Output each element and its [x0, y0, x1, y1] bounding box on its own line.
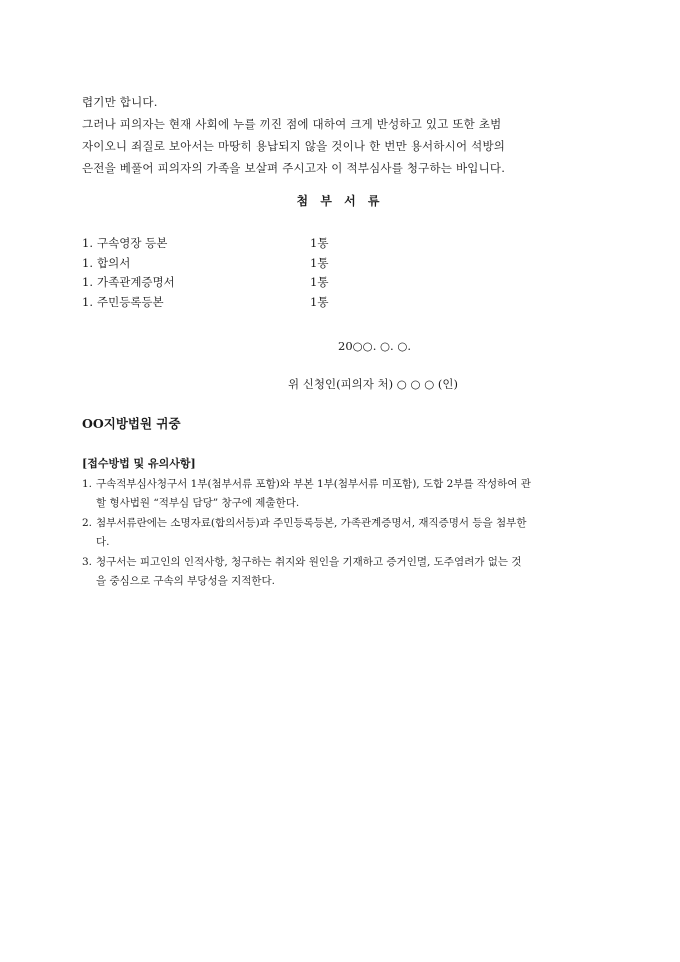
- note-line: 다.: [96, 536, 110, 548]
- notes-list: [82, 475, 604, 592]
- filing-date: 20○○. ○. ○.: [338, 339, 412, 353]
- note-line: 첨부서류란에는 소명자료(합의서등)과 주민등록등본, 가족관계증명서, 재직증명서 등을 첨부한: [96, 517, 527, 529]
- attachment-number: 1.: [82, 275, 93, 289]
- attachment-number: 1.: [82, 294, 93, 309]
- body-line-2: 그러나 피의자는 현재 사회에 누를 끼진 점에 대하여 크게 반성하고 있고 또한 초범: [82, 117, 502, 131]
- note-number: 3.: [82, 556, 93, 568]
- note-line: 할 형사법원 “적부심 담당” 창구에 제출한다.: [96, 497, 300, 509]
- notes-heading: [접수방법 및 유의사항]: [82, 457, 196, 470]
- signer-line: 위 신청인(피의자 처) ○ ○ ○ (인): [288, 377, 458, 391]
- note-item: [82, 553, 604, 591]
- note-number: 2.: [82, 517, 93, 529]
- note-line: 청구서는 피고인의 인적사항, 청구하는 취지와 원인을 기재하고 증거인멸, 도주염려가 없는 것: [96, 556, 522, 568]
- attachment-name: 가족관계증명서: [97, 275, 175, 289]
- attachment-count: 1통: [310, 294, 329, 309]
- note-number: 1.: [82, 478, 93, 490]
- note-line: 구속적부심사청구서 1부(첨부서류 포함)와 부본 1부(첨부서류 미포함), 도합 2부를 작성하여 관: [96, 478, 531, 490]
- body-line-4: 은전을 베풀어 피의자의 가족을 보살펴 주시고자 이 적부심사를 청구하는 바입니다.: [82, 161, 506, 175]
- attachment-name: 주민등록등본: [97, 294, 164, 309]
- note-line: 을 중심으로 구속의 부당성을 지적한다.: [96, 575, 275, 587]
- attachment-count: 1통: [310, 255, 329, 270]
- attachment-count: 1통: [310, 236, 329, 250]
- note-item: [82, 514, 604, 552]
- attachment-number: 1.: [82, 236, 93, 250]
- attachment-name: 구속영장 등본: [97, 236, 168, 250]
- body-line-3: 자이오니 죄질로 보아서는 마땅히 용납되지 않을 것이나 한 번만 용서하시어 석방의: [82, 139, 506, 153]
- attachment-number: 1.: [82, 255, 93, 270]
- court-addressee: OO지방법원 귀중: [82, 416, 181, 431]
- attachment-name: 합의서: [97, 255, 131, 270]
- attachment-item: [82, 273, 402, 293]
- attachments-list: [82, 234, 402, 312]
- attachment-item: [82, 234, 402, 254]
- attachment-item: [82, 293, 402, 313]
- note-item: [82, 475, 604, 513]
- body-line-1: 렵기만 합니다.: [82, 95, 158, 109]
- attachment-item: [82, 254, 402, 274]
- attachment-count: 1통: [310, 275, 329, 289]
- attachments-title: 첨 부 서 류: [296, 194, 384, 208]
